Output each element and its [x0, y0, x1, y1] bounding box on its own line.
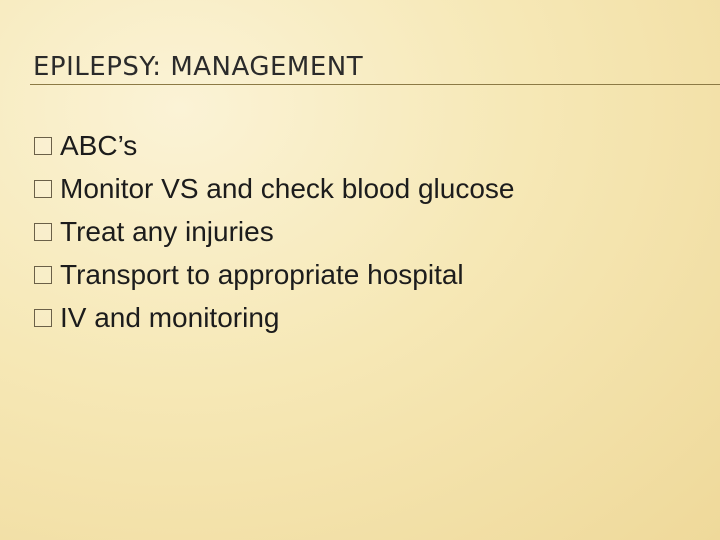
bullet-text: IV and monitoring [60, 301, 280, 333]
bullet-item [34, 210, 515, 253]
bullet-item [34, 253, 515, 296]
empty-box-icon [34, 180, 52, 198]
bullet-item [34, 167, 515, 210]
bullet-text: Treat any injuries [60, 215, 274, 247]
empty-box-icon [34, 137, 52, 155]
title-underline [30, 84, 720, 85]
slide-title: EPILEPSY: MANAGEMENT [33, 52, 364, 82]
bullet-list [34, 124, 515, 339]
bullet-item [34, 124, 515, 167]
bullet-item [34, 296, 515, 339]
bullet-text: ABC’s [60, 129, 138, 161]
empty-box-icon [34, 223, 52, 241]
empty-box-icon [34, 309, 52, 327]
empty-box-icon [34, 266, 52, 284]
bullet-text: Monitor VS and check blood glucose [60, 172, 515, 204]
bullet-text: Transport to appropriate hospital [60, 258, 464, 290]
